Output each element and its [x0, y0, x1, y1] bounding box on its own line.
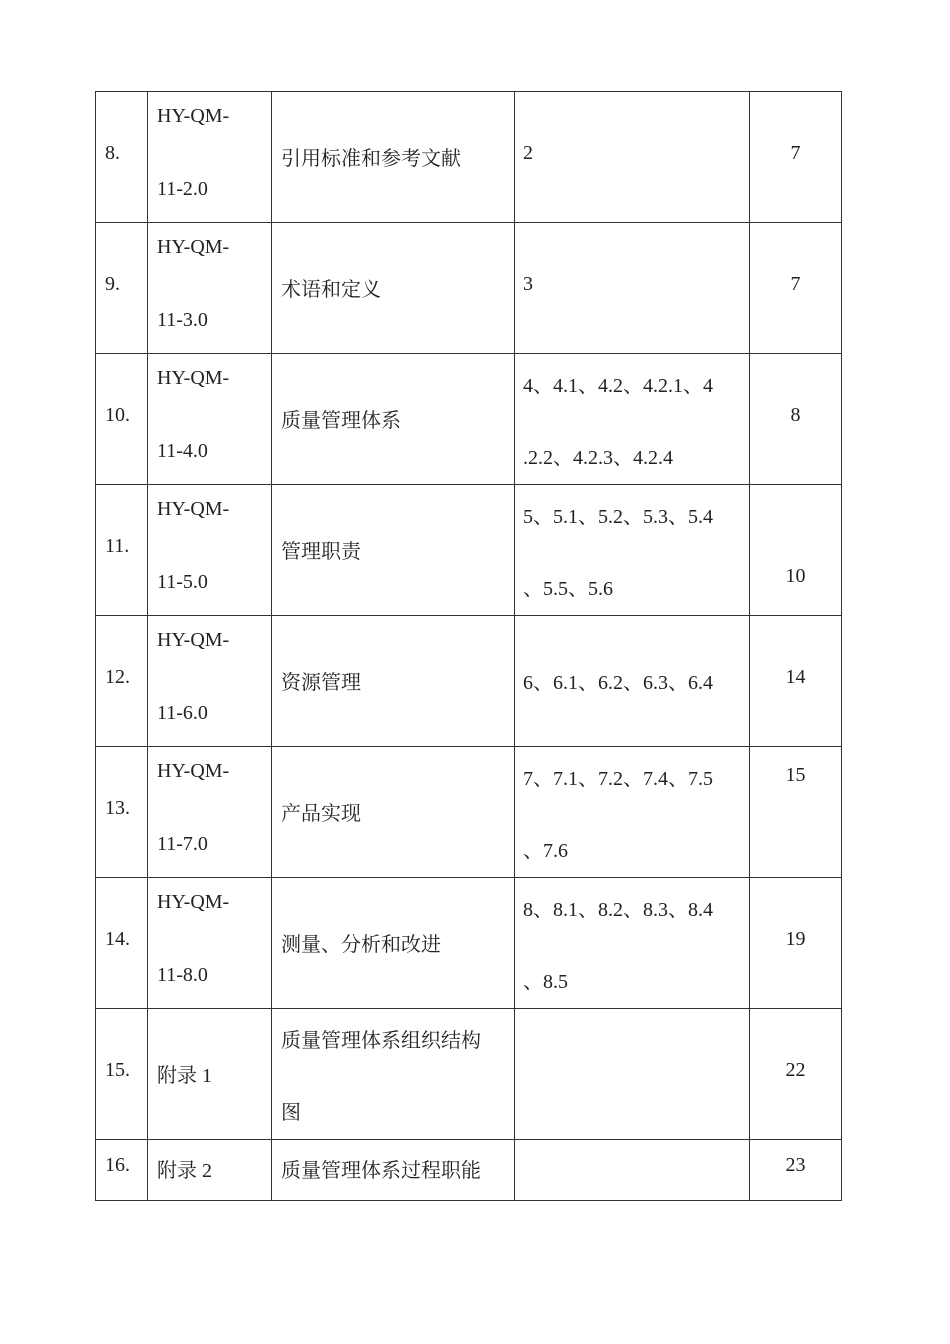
row-number: 14.	[105, 928, 130, 950]
clause-numbers: 3	[523, 273, 533, 295]
row-number: 10.	[105, 404, 130, 426]
page-number: 7	[790, 273, 801, 295]
page-number: 22	[785, 1059, 806, 1081]
section-title: 术语和定义	[281, 279, 381, 301]
doc-code-appendix: 附录 1	[157, 1065, 212, 1087]
doc-code-line1: HY-QM-	[157, 760, 230, 782]
doc-code-line1: HY-QM-	[157, 236, 230, 258]
doc-code-line2: 11-2.0	[157, 178, 208, 200]
doc-code-line2: 11-6.0	[157, 702, 208, 724]
row-number: 13.	[105, 797, 130, 819]
row-number: 11.	[105, 535, 130, 557]
table-row	[96, 223, 842, 354]
table-row	[96, 485, 842, 616]
clause-numbers: 6、6.1、6.2、6.3、6.4	[523, 672, 713, 694]
row-number: 12.	[105, 666, 130, 688]
section-title: 管理职责	[281, 541, 361, 563]
page-number: 14	[785, 666, 806, 688]
page-number: 15	[785, 764, 806, 786]
section-title: 引用标准和参考文献	[281, 148, 461, 170]
clause-numbers-line1: 4、4.1、4.2、4.2.1、4	[523, 375, 713, 397]
doc-code-line1: HY-QM-	[157, 105, 230, 127]
row-number: 15.	[105, 1059, 130, 1081]
clause-numbers-line2: 、5.5、5.6	[523, 578, 613, 600]
row-number: 16.	[105, 1154, 130, 1176]
table-row	[96, 616, 842, 747]
table-row	[96, 1009, 842, 1140]
doc-code-line2: 11-7.0	[157, 833, 208, 855]
doc-code-line1: HY-QM-	[157, 891, 230, 913]
clause-numbers-line1: 8、8.1、8.2、8.3、8.4	[523, 899, 713, 921]
section-title: 产品实现	[281, 803, 361, 825]
section-title: 测量、分析和改进	[281, 934, 441, 956]
doc-code-line2: 11-5.0	[157, 571, 208, 593]
table-row	[96, 92, 842, 223]
doc-code-line1: HY-QM-	[157, 498, 230, 520]
doc-code-line1: HY-QM-	[157, 629, 230, 651]
clause-numbers-line1: 7、7.1、7.2、7.4、7.5	[523, 768, 713, 790]
section-title: 质量管理体系过程职能	[281, 1160, 481, 1182]
page-number: 10	[785, 565, 806, 587]
row-number: 9.	[105, 273, 120, 295]
clause-numbers-line2: 、8.5	[523, 971, 568, 993]
doc-code-appendix: 附录 2	[157, 1160, 212, 1182]
page-number: 7	[790, 142, 801, 164]
page-number: 8	[790, 404, 801, 426]
clause-numbers-line2: .2.2、4.2.3、4.2.4	[523, 447, 673, 469]
doc-code-line2: 11-8.0	[157, 964, 208, 986]
document-index-table	[95, 91, 842, 1201]
section-title-line2: 图	[281, 1102, 301, 1124]
table-row	[96, 747, 842, 878]
table-row	[96, 354, 842, 485]
doc-code-line2: 11-3.0	[157, 309, 208, 331]
section-title: 资源管理	[281, 672, 361, 694]
row-number: 8.	[105, 142, 120, 164]
clause-numbers-line1: 5、5.1、5.2、5.3、5.4	[523, 506, 713, 528]
section-title-line1: 质量管理体系组织结构	[281, 1030, 481, 1052]
table-row	[96, 878, 842, 1009]
table-row	[96, 1140, 842, 1201]
doc-code-line1: HY-QM-	[157, 367, 230, 389]
page-number: 23	[785, 1154, 806, 1176]
page-number: 19	[785, 928, 806, 950]
clause-numbers: 2	[523, 142, 533, 164]
section-title: 质量管理体系	[281, 410, 401, 432]
doc-code-line2: 11-4.0	[157, 440, 208, 462]
clause-numbers-line2: 、7.6	[523, 840, 568, 862]
